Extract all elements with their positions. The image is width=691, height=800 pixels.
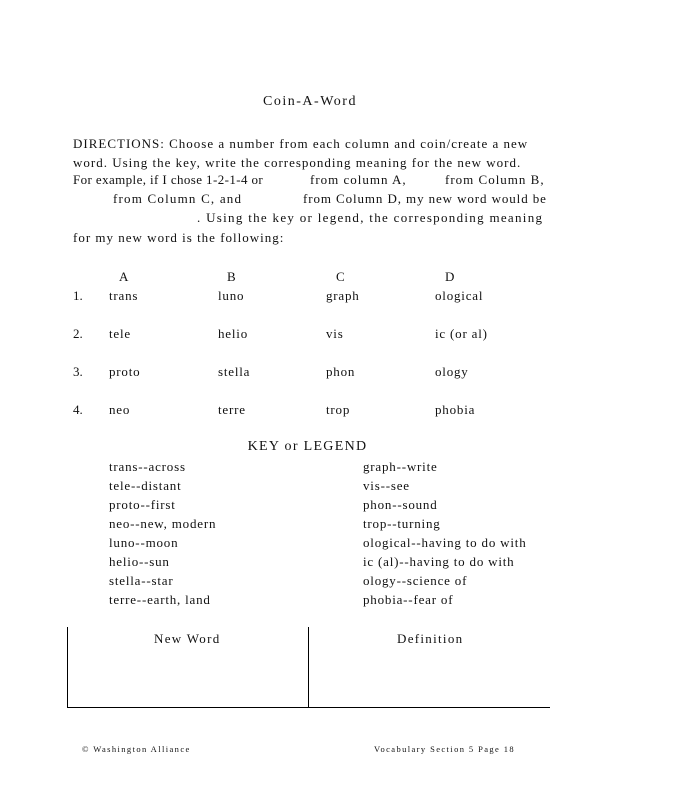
cell-c: phon bbox=[326, 364, 356, 379]
cell-d: ology bbox=[435, 364, 469, 379]
cell-d: ic (or al) bbox=[435, 326, 488, 341]
page-title: Coin-A-Word bbox=[263, 94, 357, 109]
directions-line-1: DIRECTIONS: Choose a number from each column and coin/create a new bbox=[73, 136, 529, 151]
row-number: 1. bbox=[73, 288, 83, 303]
column-header-c: C bbox=[336, 269, 346, 284]
key-item: ological--having to do with bbox=[363, 535, 527, 550]
key-item: ic (al)--having to do with bbox=[363, 554, 515, 569]
cell-a: proto bbox=[109, 364, 141, 379]
cell-a: trans bbox=[109, 288, 139, 303]
key-item: trop--turning bbox=[363, 516, 441, 531]
definition-header: Definition bbox=[397, 631, 464, 646]
row-number: 4. bbox=[73, 402, 83, 417]
column-header-a: A bbox=[119, 269, 130, 284]
answer-table bbox=[67, 627, 550, 708]
cell-c: graph bbox=[326, 288, 360, 303]
row-number: 2. bbox=[73, 326, 83, 341]
key-item: vis--see bbox=[363, 478, 410, 493]
key-item: phon--sound bbox=[363, 497, 438, 512]
key-legend-title: KEY or LEGEND bbox=[247, 439, 368, 454]
key-item: trans--across bbox=[109, 459, 186, 474]
directions-line-5: . Using the key or legend, the corresponding meaning bbox=[197, 210, 544, 225]
cell-c: trop bbox=[326, 402, 351, 417]
cell-b: terre bbox=[218, 402, 246, 417]
key-item: luno--moon bbox=[109, 535, 179, 550]
cell-b: helio bbox=[218, 326, 248, 341]
key-item: helio--sun bbox=[109, 554, 170, 569]
key-item: graph--write bbox=[363, 459, 438, 474]
cell-a: neo bbox=[109, 402, 131, 417]
cell-d: phobia bbox=[435, 402, 476, 417]
directions-line-2: word. Using the key, write the corresponding meaning for the new word. bbox=[73, 155, 522, 170]
table-divider bbox=[308, 627, 309, 707]
footer-page-info: Vocabulary Section 5 Page 18 bbox=[374, 744, 516, 754]
directions-line-3c: from Column B, bbox=[445, 172, 545, 187]
cell-b: stella bbox=[218, 364, 251, 379]
directions-line-3b: from column A, bbox=[310, 172, 407, 187]
cell-c: vis bbox=[326, 326, 344, 341]
cell-b: luno bbox=[218, 288, 245, 303]
key-item: neo--new, modern bbox=[109, 516, 217, 531]
column-header-b: B bbox=[227, 269, 237, 284]
key-item: phobia--fear of bbox=[363, 592, 454, 607]
row-number: 3. bbox=[73, 364, 83, 379]
footer-copyright: © Washington Alliance bbox=[82, 744, 191, 754]
cell-d: ological bbox=[435, 288, 484, 303]
directions-line-4a: from Column C, and bbox=[113, 191, 243, 206]
directions-line-3a: For example, if I chose 1-2-1-4 or bbox=[73, 172, 264, 187]
cell-a: tele bbox=[109, 326, 131, 341]
key-item: stella--star bbox=[109, 573, 174, 588]
directions-line-6: for my new word is the following: bbox=[73, 230, 285, 245]
column-header-d: D bbox=[445, 269, 456, 284]
key-item: ology--science of bbox=[363, 573, 468, 588]
directions-line-4b: from Column D, my new word would be bbox=[303, 191, 547, 206]
key-item: proto--first bbox=[109, 497, 176, 512]
key-item: tele--distant bbox=[109, 478, 182, 493]
new-word-header: New Word bbox=[154, 631, 221, 646]
key-item: terre--earth, land bbox=[109, 592, 211, 607]
table-border-left bbox=[67, 627, 68, 707]
